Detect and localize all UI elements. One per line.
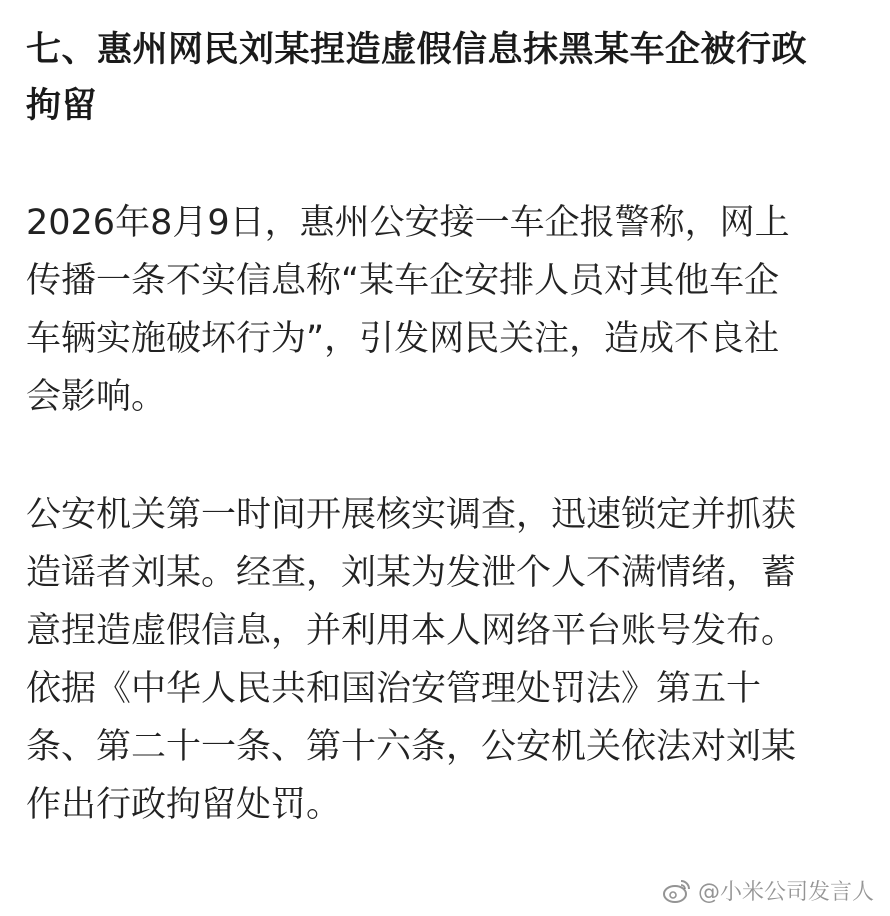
text-line: 条、第二十一条、第十六条，公安机关依法对刘某 — [26, 727, 797, 767]
watermark-text: @小米公司发言人 — [697, 880, 874, 905]
paragraph-report — [26, 194, 866, 426]
article-heading — [26, 22, 866, 134]
text-line: 2026年8月9日，惠州公安接一车企报警称，网上 — [26, 203, 790, 243]
text-line: 意捏造虚假信息，并利用本人网络平台账号发布。 — [26, 611, 797, 651]
text-line: 传播一条不实信息称“某车企安排人员对其他车企 — [26, 261, 780, 301]
article — [26, 22, 866, 834]
heading-line: 拘留 — [26, 86, 98, 126]
text-line: 作出行政拘留处罚。 — [26, 785, 342, 825]
text-line: 会影响。 — [26, 377, 167, 417]
paragraph-investigation — [26, 486, 866, 834]
text-line: 车辆实施破坏行为”，引发网民关注，造成不良社 — [26, 319, 780, 359]
weibo-icon — [662, 878, 692, 904]
heading-line: 七、惠州网民刘某捏造虚假信息抹黑某车企被行政 — [26, 30, 808, 70]
text-line: 依据《中华人民共和国治安管理处罚法》第五十 — [26, 669, 762, 709]
text-line: 公安机关第一时间开展核实调查，迅速锁定并抓获 — [26, 495, 797, 535]
text-line: 造谣者刘某。经查，刘某为发泄个人不满情绪，蓄 — [26, 553, 797, 593]
weibo-watermark — [662, 875, 874, 906]
